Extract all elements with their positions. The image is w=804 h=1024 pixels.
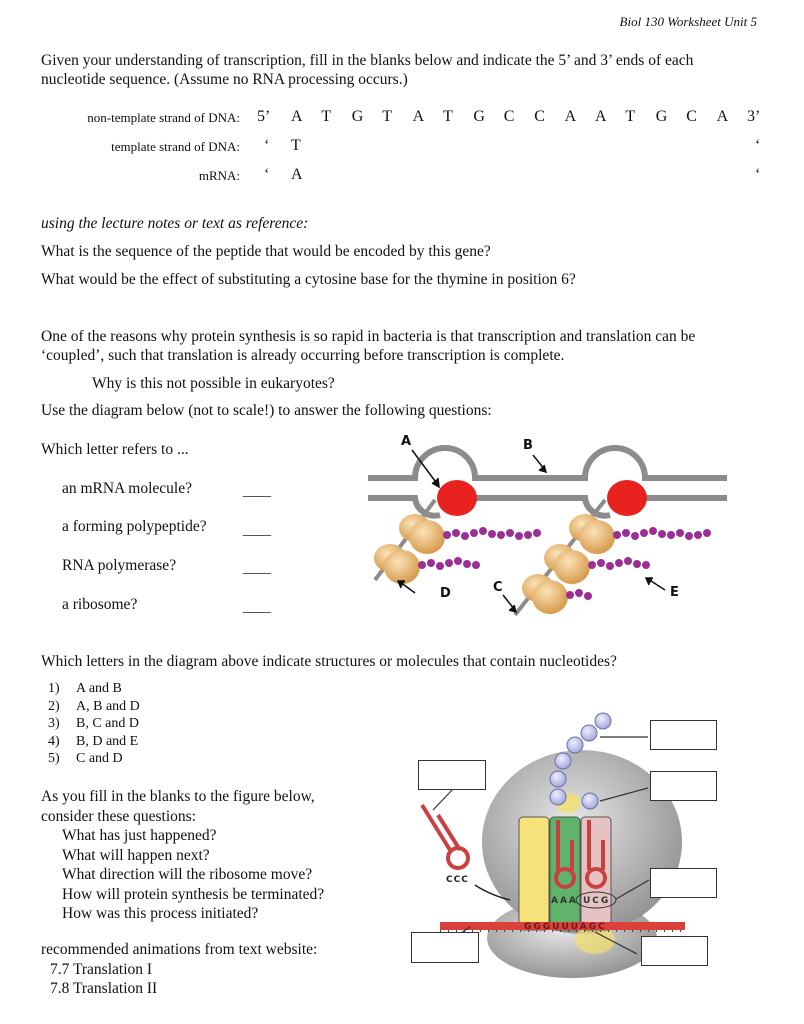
- amino-acid-bead: [676, 529, 684, 537]
- amino-acid-bead: [515, 532, 523, 540]
- row-label-template: template strand of DNA:: [111, 139, 240, 154]
- nontemplate-base: G: [473, 108, 485, 125]
- ribosomes: [374, 514, 615, 614]
- amino-acid-bead: [452, 529, 460, 537]
- answer-blank-polypeptide[interactable]: ____: [243, 521, 270, 538]
- nontemplate-base: G: [655, 108, 668, 125]
- amino-acid-bead: [461, 532, 469, 540]
- coupled-transcription-translation-diagram: [360, 425, 760, 625]
- nontemplate-base: C: [534, 108, 545, 125]
- diagram-intro: Use the diagram below (not to scale!) to answer the following questions:: [41, 402, 492, 419]
- amino-acid-bead: [418, 561, 426, 569]
- nontemplate-base: T: [625, 108, 636, 125]
- nontemplate-base: G: [351, 108, 364, 125]
- nontemplate-base: A: [291, 108, 303, 125]
- row-label-non-template: non-template strand of DNA:: [87, 110, 240, 125]
- seq-3prime-nontemplate: 3’: [747, 108, 761, 125]
- amino-acid-bead: [649, 527, 657, 535]
- ribosome: [569, 514, 615, 554]
- option-5[interactable]: 5) C and D: [48, 751, 123, 766]
- nontemplate-base: C: [503, 108, 515, 125]
- nontemplate-base: A: [595, 108, 607, 125]
- amino-acid-bead: [703, 529, 711, 537]
- amino-acid-bead: [463, 560, 471, 568]
- amino-acid-bead: [584, 592, 592, 600]
- amino-acid-bead: [606, 562, 614, 570]
- label-box-small-subunit[interactable]: [641, 936, 708, 966]
- a-site: [581, 817, 611, 930]
- answer-blank-ribosome[interactable]: ____: [243, 598, 270, 615]
- diagram-label-c: C: [493, 580, 503, 595]
- amino-acid-bead: [427, 559, 435, 567]
- nontemplate-base: A: [716, 108, 729, 125]
- animation-link-translation-1[interactable]: 7.7 Translation I: [50, 960, 153, 978]
- nontemplate-base: C: [686, 108, 697, 125]
- amino-acid-bead: [588, 561, 596, 569]
- amino-acid-bead: [479, 527, 487, 535]
- amino-acid-bead: [488, 530, 496, 538]
- figure-question: What will happen next?: [62, 846, 210, 864]
- option-1[interactable]: 1) A and B: [48, 681, 122, 696]
- label-box-mrna[interactable]: [411, 932, 479, 963]
- figure-question: How will protein synthesis be terminated?: [62, 885, 325, 903]
- ribosome: [374, 544, 420, 584]
- animations-section: [41, 940, 317, 999]
- question-substitution: What would be the effect of substituting a cytosine base for the thymine in position 6?: [41, 271, 576, 288]
- option-2[interactable]: 2) A, B and D: [48, 698, 140, 714]
- animation-link-translation-2[interactable]: 7.8 Translation II: [50, 980, 158, 997]
- figure-question: What direction will the ribosome move?: [62, 866, 313, 883]
- worksheet-header: Biol 130 Worksheet Unit 5: [619, 14, 757, 29]
- letter-questions-title: Which letter refers to ...: [41, 441, 189, 458]
- ribosome: [399, 514, 445, 554]
- amino-acid-bead: [443, 531, 451, 539]
- amino-acid-bead: [633, 560, 641, 568]
- amino-acid-bead: [566, 591, 574, 599]
- amino-acid-bead: [524, 531, 532, 539]
- amino-acid-bead: [497, 531, 505, 539]
- label-box-amino-acid[interactable]: [650, 771, 717, 801]
- seq-5prime-nontemplate: 5’: [257, 108, 271, 125]
- figure-intro-1: As you fill in the blanks to the figure below,: [41, 788, 315, 805]
- option-3[interactable]: 3) B, C and D: [48, 716, 139, 731]
- mrna-base-1[interactable]: A: [291, 166, 303, 183]
- letter-question-mrna: an mRNA molecule?: [62, 480, 192, 497]
- letter-question-ribosome-rna-polymerase: RNA polymerase?: [62, 557, 177, 574]
- amino-acid-bead: [642, 561, 650, 569]
- coupling-line-2: ‘coupled’, such that translation is already occurring before transcription is complete.: [41, 347, 565, 364]
- answer-blank-mrna[interactable]: ____: [243, 482, 270, 499]
- intro-line-1: Given your understanding of transcription, fill in the blanks below and indicate the 5’ and 3’ ends of each: [41, 52, 694, 69]
- amino-acid-bead: [694, 531, 702, 539]
- seq-end-template-left: ‘: [264, 137, 270, 154]
- p-site: [550, 817, 580, 930]
- amino-acid-bead: [613, 531, 621, 539]
- question-peptide-sequence: What is the sequence of the peptide that would be encoded by this gene?: [41, 243, 491, 260]
- figure-question: How was this process initiated?: [62, 905, 259, 922]
- ribosome: [544, 544, 590, 584]
- amino-acid-bead: [506, 529, 514, 537]
- figure-intro-2: consider these questions:: [41, 807, 196, 825]
- amino-acid-bead: [631, 532, 639, 540]
- seq-end-mrna-left: ‘: [264, 166, 270, 183]
- nontemplate-base: T: [443, 108, 453, 125]
- p-site-anticodon: AAA: [551, 896, 578, 906]
- amino-acid-bead: [470, 529, 478, 537]
- amino-acid-bead: [436, 562, 444, 570]
- coupling-line-1: One of the reasons why protein synthesis is so rapid in bacteria is that transcription and translation can be: [41, 328, 696, 345]
- diagram-label-d: D: [440, 586, 451, 601]
- animations-title: recommended animations from text website:: [41, 941, 318, 958]
- amino-acid-bead: [667, 531, 675, 539]
- rna-polymerase-2: [607, 480, 647, 516]
- answer-options: [48, 680, 140, 768]
- letter-question-polypeptide: a forming polypeptide?: [62, 518, 207, 535]
- coupling-paragraph: [41, 327, 771, 365]
- diagram-label-a: A: [401, 434, 412, 449]
- nontemplate-base: A: [412, 108, 425, 125]
- label-box-exiting-trna[interactable]: [418, 760, 486, 790]
- amino-acid-bead: [454, 557, 462, 565]
- nontemplate-base: T: [321, 108, 332, 125]
- amino-acid-bead: [575, 589, 583, 597]
- dna-strands: [368, 448, 727, 516]
- label-box-anticodon[interactable]: [650, 868, 717, 898]
- nontemplate-base: A: [564, 108, 577, 125]
- e-site: [519, 817, 549, 930]
- amino-acid-bead: [533, 529, 541, 537]
- amino-acid-bead: [622, 529, 630, 537]
- question-eukaryotes: Why is this not possible in eukaryotes?: [92, 375, 335, 392]
- amino-acid-bead: [445, 559, 453, 567]
- answer-blank-rna-polymerase[interactable]: ____: [243, 559, 270, 576]
- label-box-polypeptide[interactable]: [650, 720, 717, 750]
- intro-paragraph: [41, 51, 771, 89]
- nontemplate-base: T: [382, 108, 392, 125]
- option-4[interactable]: 4) B, D and E: [48, 733, 139, 749]
- amino-acid-bead: [658, 530, 666, 538]
- reference-note: using the lecture notes or text as reference:: [41, 215, 309, 232]
- amino-acid-bead: [685, 532, 693, 540]
- figure-question: What has just happened?: [62, 827, 217, 844]
- mrna-codons: GGGUUUAGC: [524, 922, 607, 932]
- intro-line-2: nucleotide sequence. (Assume no RNA processing occurs.): [41, 71, 408, 88]
- amino-acid-bead: [597, 559, 605, 567]
- exit-trna-anticodon: CCC: [446, 875, 469, 885]
- amino-acid-bead: [615, 559, 623, 567]
- amino-acid-bead: [640, 529, 648, 537]
- diagram-label-e: E: [670, 585, 679, 600]
- a-site-anticodon: UCG: [583, 896, 611, 906]
- template-base-1[interactable]: T: [291, 137, 301, 154]
- seq-end-template-right: ‘: [755, 137, 761, 154]
- nucleotide-question: Which letters in the diagram above indicate structures or molecules that contain nucleotides?: [41, 653, 617, 670]
- seq-end-mrna-right: ‘: [755, 166, 761, 183]
- letter-question-ribosome: a ribosome?: [62, 596, 138, 613]
- amino-acid-bead: [472, 561, 480, 569]
- figure-questions: [41, 787, 324, 924]
- amino-acid-bead: [624, 557, 632, 565]
- row-label-mrna: mRNA:: [198, 168, 240, 183]
- diagram-label-b: B: [523, 438, 533, 453]
- rna-polymerase-1: [437, 480, 477, 516]
